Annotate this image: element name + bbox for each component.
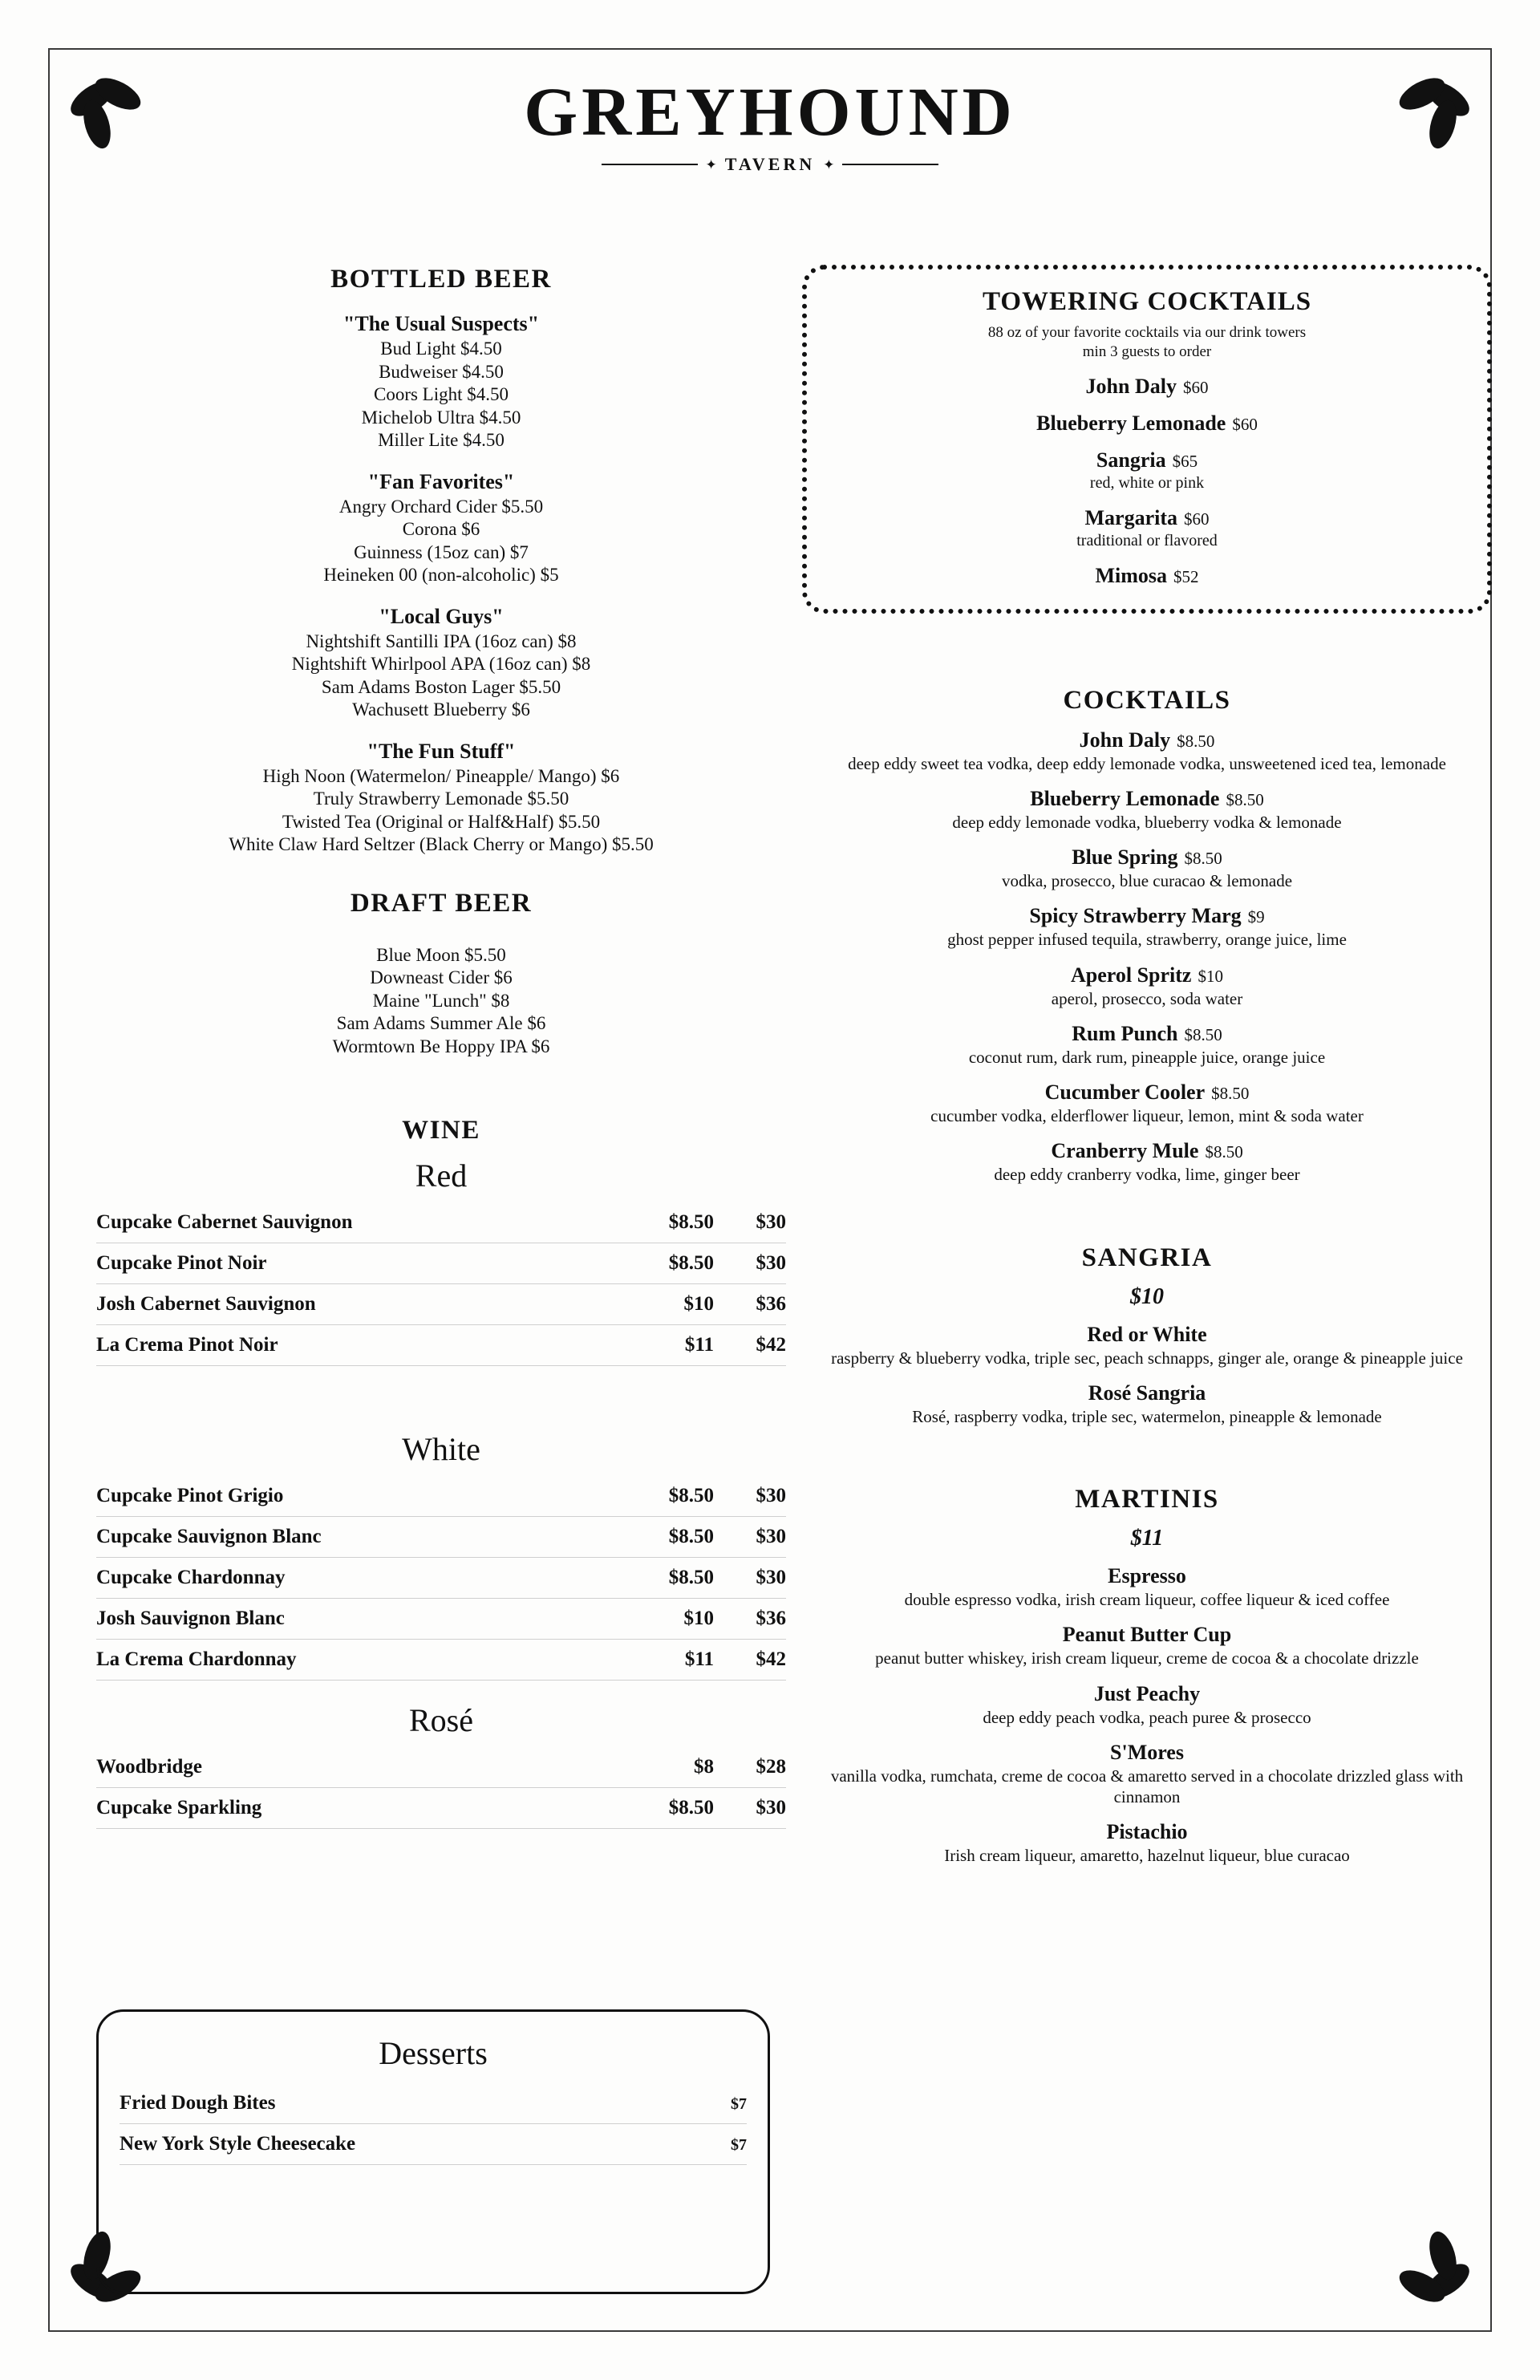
beer-item: Budweiser $4.50 bbox=[379, 361, 504, 382]
drink-description: deep eddy sweet tea vodka, deep eddy lemonade vodka, unsweetened iced tea, lemonade bbox=[848, 753, 1446, 773]
drink-heading bbox=[802, 963, 1492, 987]
drink-item bbox=[802, 845, 1492, 891]
drink-price: $8.50 bbox=[1177, 731, 1215, 751]
wine-name: La Crema Chardonnay bbox=[96, 1648, 297, 1671]
drink-name: John Daly bbox=[1085, 374, 1177, 398]
towering-cocktails-list bbox=[828, 375, 1466, 588]
brand-header bbox=[0, 73, 1540, 175]
drink-heading bbox=[802, 1820, 1492, 1844]
drink-name: Mimosa bbox=[1095, 563, 1168, 587]
wine-bottle-price: $36 bbox=[756, 1608, 786, 1630]
section-title-towering-cocktails: TOWERING COCKTAILS bbox=[982, 287, 1312, 316]
towering-note bbox=[828, 323, 1466, 362]
drink-price: $65 bbox=[1172, 451, 1198, 471]
wine-glass-price: $10 bbox=[683, 1608, 714, 1630]
wine-bottle-price: $30 bbox=[756, 1567, 786, 1589]
section-title-sangria: SANGRIA bbox=[1081, 1243, 1213, 1272]
beer-item: Bud Light $4.50 bbox=[380, 339, 502, 359]
drink-name: Sangria bbox=[1096, 448, 1166, 472]
draft-item: Maine "Lunch" $8 bbox=[372, 990, 510, 1011]
drink-description: red, white or pink bbox=[1089, 473, 1205, 492]
drink-price: $8.50 bbox=[1211, 1084, 1250, 1103]
drink-description: ghost pepper infused tequila, strawberry, orange juice, lime bbox=[947, 930, 1347, 950]
beer-item: Truly Strawberry Lemonade $5.50 bbox=[313, 789, 569, 809]
drink-item bbox=[802, 1323, 1492, 1368]
wine-row bbox=[96, 1243, 786, 1284]
drink-name: Margarita bbox=[1084, 505, 1177, 529]
wine-glass-price: $8.50 bbox=[668, 1797, 714, 1819]
drink-item bbox=[802, 1139, 1492, 1185]
section-title-desserts: Desserts bbox=[379, 2035, 488, 2071]
drink-price: $52 bbox=[1173, 566, 1199, 586]
wine-name: Josh Sauvignon Blanc bbox=[96, 1608, 285, 1630]
beer-item: Coors Light $4.50 bbox=[373, 384, 509, 405]
drink-heading bbox=[802, 1623, 1492, 1647]
wine-row bbox=[96, 1599, 786, 1640]
wine-white-table bbox=[96, 1476, 786, 1681]
drink-name: Blueberry Lemonade bbox=[1036, 411, 1226, 435]
desserts-box bbox=[96, 2009, 770, 2294]
drink-description: deep eddy lemonade vodka, blueberry vodka & lemonade bbox=[952, 812, 1342, 832]
rule-right-icon bbox=[842, 164, 938, 165]
draft-item: Sam Adams Summer Ale $6 bbox=[336, 1013, 546, 1034]
drink-description: deep eddy cranberry vodka, lime, ginger beer bbox=[994, 1165, 1300, 1185]
drink-heading bbox=[802, 1564, 1492, 1588]
drink-heading bbox=[802, 1323, 1492, 1347]
beer-item: Miller Lite $4.50 bbox=[378, 430, 505, 451]
drink-description: raspberry & blueberry vodka, triple sec, peach schnapps, ginger ale, orange & pineapple juice bbox=[831, 1348, 1463, 1368]
wine-bottle-price: $30 bbox=[756, 1211, 786, 1234]
drink-price: $8.50 bbox=[1226, 789, 1264, 809]
rule-left-icon bbox=[602, 164, 698, 165]
wine-glass-price: $8.50 bbox=[668, 1567, 714, 1589]
drink-item bbox=[802, 787, 1492, 833]
draft-item: Downeast Cider $6 bbox=[370, 967, 513, 988]
drink-price: $10 bbox=[1198, 966, 1223, 986]
towering-cocktails-box bbox=[802, 265, 1492, 614]
beer-item: White Claw Hard Seltzer (Black Cherry or Mango) $5.50 bbox=[229, 834, 654, 855]
drink-description: Rosé, raspberry vodka, triple sec, watermelon, pineapple & lemonade bbox=[912, 1406, 1382, 1426]
drink-description: coconut rum, dark rum, pineapple juice, orange juice bbox=[968, 1047, 1326, 1067]
drink-heading bbox=[828, 412, 1466, 436]
drink-item bbox=[802, 1682, 1492, 1728]
wine-bottle-price: $42 bbox=[756, 1334, 786, 1356]
sangria-list bbox=[802, 1323, 1492, 1428]
drink-heading bbox=[802, 904, 1492, 928]
beer-group-heading: "Local Guys" bbox=[379, 604, 504, 628]
drink-heading bbox=[802, 1741, 1492, 1765]
brand-subtitle bbox=[0, 154, 1540, 175]
wine-name: Cupcake Chardonnay bbox=[96, 1567, 286, 1589]
drink-item bbox=[802, 1081, 1492, 1126]
wine-glass-price: $8.50 bbox=[668, 1211, 714, 1234]
drink-heading bbox=[828, 375, 1466, 399]
wine-glass-price: $11 bbox=[684, 1648, 714, 1671]
section-title-bottled-beer: BOTTLED BEER bbox=[330, 265, 552, 294]
wine-row bbox=[96, 1284, 786, 1325]
drink-name: Espresso bbox=[1108, 1564, 1186, 1587]
drink-description: Irish cream liqueur, amaretto, hazelnut liqueur, blue curacao bbox=[944, 1846, 1350, 1866]
wine-row bbox=[96, 1558, 786, 1599]
drink-description: deep eddy peach vodka, peach puree & prosecco bbox=[983, 1707, 1311, 1727]
drink-item bbox=[802, 1564, 1492, 1610]
drink-price: $60 bbox=[1232, 414, 1258, 434]
wine-subsection-rose: Rosé bbox=[409, 1702, 473, 1739]
drink-price: $9 bbox=[1247, 907, 1265, 927]
beer-item: Twisted Tea (Original or Half&Half) $5.50 bbox=[282, 811, 601, 832]
martinis-price: $11 bbox=[1130, 1526, 1164, 1551]
section-title-martinis: MARTINIS bbox=[1075, 1485, 1219, 1514]
beer-item: Nightshift Santilli IPA (16oz can) $8 bbox=[306, 630, 577, 651]
wine-row bbox=[96, 1788, 786, 1829]
drink-name: Peanut Butter Cup bbox=[1062, 1623, 1232, 1647]
drink-name: Aperol Spritz bbox=[1071, 963, 1192, 987]
wine-bottle-price: $30 bbox=[756, 1526, 786, 1548]
drink-heading bbox=[802, 1381, 1492, 1405]
drink-description: vanilla vodka, rumchata, creme de cocoa & amaretto served in a chocolate drizzled glass with cinnamon bbox=[830, 1766, 1464, 1806]
drink-description: vodka, prosecco, blue curacao & lemonade bbox=[1001, 871, 1293, 890]
wine-bottle-price: $42 bbox=[756, 1648, 786, 1671]
drink-item bbox=[802, 963, 1492, 1009]
drink-heading bbox=[828, 448, 1466, 472]
drink-name: Rum Punch bbox=[1072, 1021, 1178, 1045]
bottled-beer-groups bbox=[96, 312, 786, 857]
diamond-right-icon: ✦ bbox=[823, 156, 835, 172]
drink-name: S'Mores bbox=[1110, 1740, 1184, 1764]
wine-row bbox=[96, 1325, 786, 1366]
right-column bbox=[802, 265, 1492, 1867]
drink-heading bbox=[802, 1682, 1492, 1706]
wine-glass-price: $8.50 bbox=[668, 1526, 714, 1548]
beer-item: Michelob Ultra $4.50 bbox=[361, 407, 521, 428]
drink-heading bbox=[802, 1139, 1492, 1163]
diamond-left-icon: ✦ bbox=[705, 156, 717, 172]
drink-name: Pistachio bbox=[1106, 1820, 1188, 1844]
wine-name: Cupcake Cabernet Sauvignon bbox=[96, 1211, 353, 1234]
drink-item bbox=[802, 1381, 1492, 1427]
beer-group-heading: "The Usual Suspects" bbox=[342, 312, 540, 335]
dessert-name: New York Style Cheesecake bbox=[120, 2133, 356, 2155]
wine-row bbox=[96, 1640, 786, 1681]
wine-glass-price: $10 bbox=[683, 1293, 714, 1316]
drink-item bbox=[828, 375, 1466, 399]
drink-heading bbox=[828, 506, 1466, 530]
wine-row bbox=[96, 1517, 786, 1558]
drink-name: Blue Spring bbox=[1072, 845, 1178, 869]
beer-group-heading: "Fan Favorites" bbox=[367, 469, 515, 493]
martinis-list bbox=[802, 1564, 1492, 1867]
sangria-price: $10 bbox=[1130, 1283, 1164, 1309]
wine-name: La Crema Pinot Noir bbox=[96, 1334, 278, 1356]
drink-item bbox=[802, 1022, 1492, 1068]
towering-note-line1: 88 oz of your favorite cocktails via our drink towers bbox=[987, 324, 1307, 341]
drink-heading bbox=[802, 787, 1492, 811]
wine-name: Cupcake Pinot Grigio bbox=[96, 1485, 284, 1507]
wine-bottle-price: $30 bbox=[756, 1797, 786, 1819]
drink-price: $8.50 bbox=[1184, 1024, 1222, 1044]
drink-name: Red or White bbox=[1087, 1322, 1207, 1346]
wine-name: Cupcake Pinot Noir bbox=[96, 1252, 267, 1275]
drink-item bbox=[802, 1820, 1492, 1866]
wine-rose-table bbox=[96, 1747, 786, 1829]
wine-row bbox=[96, 1747, 786, 1788]
corner-ornament-bottom-right bbox=[1392, 2232, 1473, 2313]
beer-item: Sam Adams Boston Lager $5.50 bbox=[321, 676, 561, 697]
wine-bottle-price: $28 bbox=[756, 1756, 786, 1778]
drink-name: Cranberry Mule bbox=[1051, 1139, 1199, 1163]
wine-name: Woodbridge bbox=[96, 1756, 202, 1778]
wine-glass-price: $11 bbox=[684, 1334, 714, 1356]
towering-note-line2: min 3 guests to order bbox=[1082, 343, 1212, 360]
beer-item: Wachusett Blueberry $6 bbox=[352, 699, 530, 720]
beer-item: Corona $6 bbox=[402, 519, 480, 540]
beer-group-heading: "The Fun Stuff" bbox=[367, 739, 516, 763]
section-title-draft-beer: DRAFT BEER bbox=[350, 888, 533, 918]
draft-item: Blue Moon $5.50 bbox=[376, 944, 506, 965]
dessert-price: $7 bbox=[731, 2095, 747, 2113]
drink-description: peanut butter whiskey, irish cream liqueur, creme de cocoa & a chocolate drizzle bbox=[875, 1648, 1419, 1668]
cocktails-list bbox=[802, 728, 1492, 1186]
drink-price: $8.50 bbox=[1205, 1142, 1243, 1162]
drink-item bbox=[828, 564, 1466, 588]
drink-description: cucumber vodka, elderflower liqueur, lemon, mint & soda water bbox=[930, 1106, 1364, 1125]
wine-red-table bbox=[96, 1202, 786, 1366]
dessert-row bbox=[120, 2124, 747, 2165]
drink-price: $8.50 bbox=[1184, 849, 1222, 868]
drink-heading bbox=[802, 845, 1492, 870]
beer-item: Guinness (15oz can) $7 bbox=[354, 541, 529, 562]
drink-price: $60 bbox=[1184, 509, 1210, 529]
wine-row bbox=[96, 1476, 786, 1517]
wine-name: Josh Cabernet Sauvignon bbox=[96, 1293, 316, 1316]
wine-glass-price: $8.50 bbox=[668, 1252, 714, 1275]
drink-item bbox=[828, 412, 1466, 436]
drink-item bbox=[828, 506, 1466, 551]
drink-name: Spicy Strawberry Marg bbox=[1029, 904, 1242, 928]
drink-name: Just Peachy bbox=[1093, 1681, 1201, 1705]
wine-name: Cupcake Sauvignon Blanc bbox=[96, 1526, 322, 1548]
drink-name: Blueberry Lemonade bbox=[1030, 786, 1220, 810]
section-title-wine: WINE bbox=[402, 1116, 480, 1145]
drink-heading bbox=[802, 1022, 1492, 1046]
drink-item bbox=[802, 904, 1492, 950]
dessert-row bbox=[120, 2083, 747, 2124]
drink-heading bbox=[802, 728, 1492, 752]
wine-glass-price: $8.50 bbox=[668, 1485, 714, 1507]
wine-glass-price: $8 bbox=[694, 1756, 714, 1778]
wine-bottle-price: $30 bbox=[756, 1252, 786, 1275]
drink-name: Cucumber Cooler bbox=[1044, 1081, 1206, 1104]
drink-heading bbox=[828, 564, 1466, 588]
drink-name: Rosé Sangria bbox=[1088, 1381, 1206, 1405]
drink-description: traditional or flavored bbox=[1076, 531, 1218, 549]
drink-item bbox=[802, 1741, 1492, 1808]
dessert-price: $7 bbox=[731, 2136, 747, 2154]
wine-name: Cupcake Sparkling bbox=[96, 1797, 262, 1819]
draft-beer-list bbox=[96, 930, 786, 1059]
drink-name: John Daly bbox=[1079, 728, 1171, 752]
drink-price: $60 bbox=[1182, 377, 1209, 397]
beer-item: Nightshift Whirlpool APA (16oz can) $8 bbox=[291, 654, 591, 675]
wine-row bbox=[96, 1202, 786, 1243]
beer-item: Heineken 00 (non-alcoholic) $5 bbox=[323, 565, 559, 586]
wine-bottle-price: $30 bbox=[756, 1485, 786, 1507]
beer-item: High Noon (Watermelon/ Pineapple/ Mango) $6 bbox=[262, 765, 620, 786]
desserts-list bbox=[120, 2083, 747, 2165]
draft-item: Wormtown Be Hoppy IPA $6 bbox=[332, 1036, 550, 1056]
dessert-name: Fried Dough Bites bbox=[120, 2092, 276, 2114]
wine-subsection-red: Red bbox=[415, 1158, 468, 1194]
drink-description: double espresso vodka, irish cream liqueur, coffee liqueur & iced coffee bbox=[904, 1590, 1390, 1609]
tavern-label: TAVERN bbox=[724, 154, 816, 174]
drink-heading bbox=[802, 1081, 1492, 1105]
restaurant-name: GREYHOUND bbox=[524, 73, 1016, 150]
wine-bottle-price: $36 bbox=[756, 1293, 786, 1316]
left-column bbox=[96, 265, 786, 1829]
wine-subsection-white: White bbox=[402, 1431, 480, 1468]
drink-item bbox=[802, 728, 1492, 774]
beer-item: Angry Orchard Cider $5.50 bbox=[338, 496, 544, 517]
drink-item bbox=[802, 1623, 1492, 1668]
drink-item bbox=[828, 448, 1466, 493]
section-title-cocktails: COCKTAILS bbox=[1063, 685, 1231, 715]
drink-description: aperol, prosecco, soda water bbox=[1051, 988, 1243, 1008]
